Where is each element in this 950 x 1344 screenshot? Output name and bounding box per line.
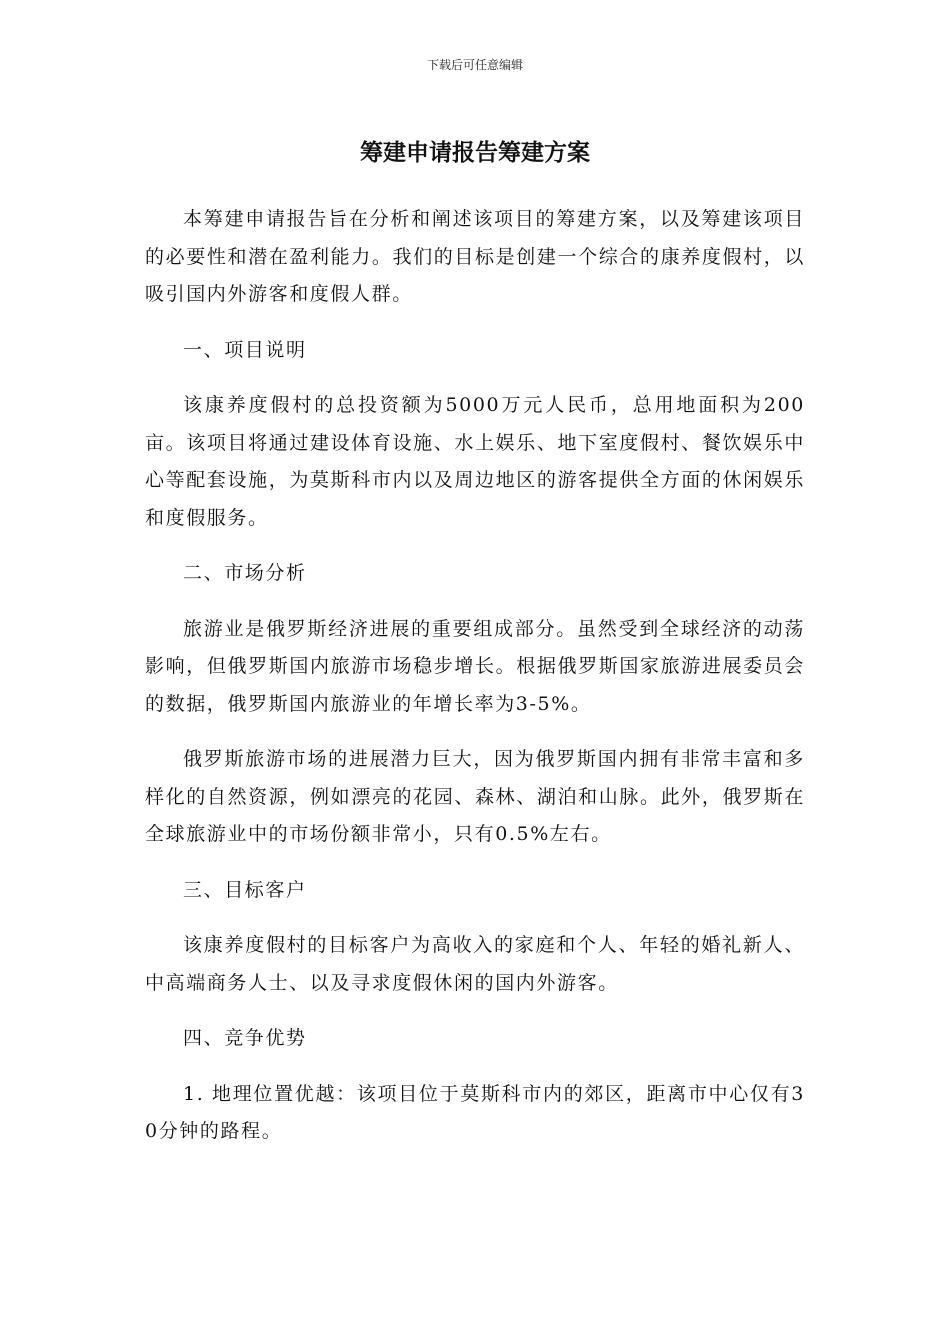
- market-analysis-paragraph-1: 旅游业是俄罗斯经济进展的重要组成部分。虽然受到全球经济的动荡影响，但俄罗斯国内旅游市场稳步增长。根据俄罗斯国家旅游进展委员会的数据，俄罗斯国内旅游业的年增长率为3-5%。: [145, 617, 805, 715]
- intro-paragraph: 本筹建申请报告旨在分析和阐述该项目的筹建方案，以及筹建该项目的必要性和潜在盈利能力。我们的目标是创建一个综合的康养度假村，以吸引国内外游客和度假人群。: [145, 208, 805, 305]
- header-note: 下载后可任意编辑: [426, 58, 523, 72]
- section-heading-project: 一、项目说明: [183, 338, 307, 361]
- document-body: [145, 201, 805, 1169]
- market-analysis-paragraph-2: 俄罗斯旅游市场的进展潜力巨大，因为俄罗斯国内拥有非常丰富和多样化的自然资源，例如漂亮的花园、森林、湖泊和山脉。此外，俄罗斯在全球旅游业中的市场份额非常小，只有0.5%左右。: [145, 748, 805, 845]
- target-customers-paragraph: 该康养度假村的目标客户为高收入的家庭和个人、年轻的婚礼新人、中高端商务人士、以及寻求度假休闲的国内外游客。: [145, 934, 805, 994]
- project-description-paragraph: 该康养度假村的总投资额为5000万元人民币，总用地面积为200亩。该项目将通过建设体育设施、水上娱乐、地下室度假村、餐饮娱乐中心等配套设施，为莫斯科市内以及周边地区的游客提供全方面的休闲娱乐和度假服务。: [145, 394, 805, 529]
- section-heading-competitive-advantage: 四、竞争优势: [183, 1027, 307, 1049]
- competitive-advantage-item-1: 1. 地理位置优越：该项目位于莫斯科市内的郊区，距离市中心仅有30分钟的路程。: [145, 1082, 805, 1142]
- section-heading-target-customers: 三、目标客户: [183, 878, 307, 901]
- section-heading-market: 二、市场分析: [183, 562, 307, 584]
- document-title: 筹建申请报告筹建方案: [360, 140, 590, 166]
